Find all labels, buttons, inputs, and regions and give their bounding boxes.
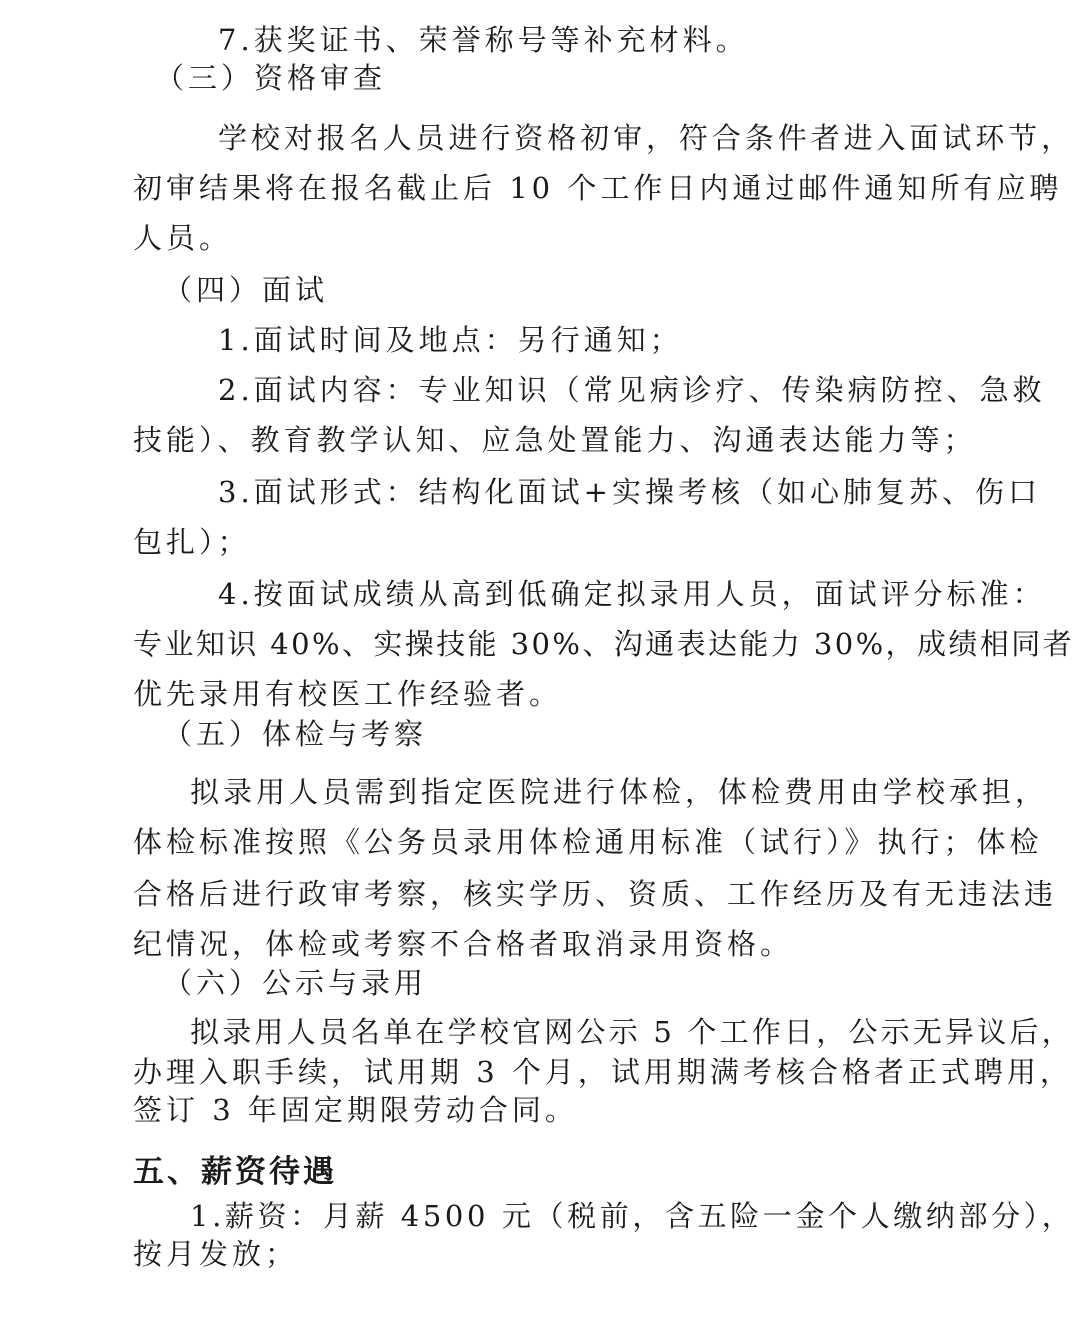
paragraph-line: 专业知识 40%、实操技能 30%、沟通表达能力 30%，成绩相同者 — [133, 627, 1075, 661]
paragraph-line: 拟录用人员需到指定医院进行体检，体检费用由学校承担， — [190, 775, 1049, 809]
subheading-publicity-hiring: （六）公示与录用 — [163, 966, 428, 1000]
interview-item-2: 2.面试内容：专业知识（常见病诊疗、传染病防控、急救 — [218, 373, 1046, 407]
paragraph-line: 体检标准按照《公务员录用体检通用标准（试行）》执行；体检 — [133, 825, 1043, 859]
interview-item-4: 4.按面试成绩从高到低确定拟录用人员，面试评分标准： — [218, 577, 1046, 611]
paragraph-line: 拟录用人员名单在学校官网公示 5 个工作日，公示无异议后， — [190, 1015, 1074, 1049]
paragraph-line: 按月发放； — [133, 1237, 299, 1271]
paragraph-line: 办理入职手续，试用期 3 个月，试用期满考核合格者正式聘用， — [133, 1055, 1073, 1089]
paragraph-line: 包扎）； — [133, 525, 251, 559]
salary-item-1: 1.薪资：月薪 4500 元（税前，含五险一金个人缴纳部分）， — [190, 1199, 1075, 1233]
paragraph-line: 初审结果将在报名截止后 10 个工作日内通过邮件通知所有应聘 — [133, 171, 1063, 205]
paragraph-line: 纪情况，体检或考察不合格者取消录用资格。 — [133, 927, 794, 961]
interview-item-1: 1.面试时间及地点：另行通知； — [218, 323, 683, 357]
paragraph-line: 技能）、教育教学认知、应急处置能力、沟通表达能力等； — [133, 423, 977, 457]
subheading-qualification-review: （三）资格审查 — [155, 61, 387, 95]
subheading-interview: （四）面试 — [163, 273, 329, 307]
paragraph-line: 优先录用有校医工作经验者。 — [133, 677, 563, 711]
section-heading-salary: 五、薪资待遇 — [133, 1154, 337, 1190]
interview-item-3: 3.面试形式：结构化面试+实操考核（如心肺复苏、伤口 — [218, 475, 1041, 509]
paragraph-line: 签订 3 年固定期限劳动合同。 — [133, 1093, 578, 1127]
paragraph-line: 合格后进行政审考察，核实学历、资质、工作经历及有无违法违 — [133, 877, 1058, 911]
paragraph-line: 学校对报名人员进行资格初审，符合条件者进入面试环节， — [218, 121, 1075, 155]
paragraph-line: 人员。 — [133, 221, 233, 255]
subheading-medical-exam: （五）体检与考察 — [163, 717, 428, 751]
item-7-supplementary-materials: 7.获奖证书、荣誉称号等补充材料。 — [218, 23, 749, 57]
